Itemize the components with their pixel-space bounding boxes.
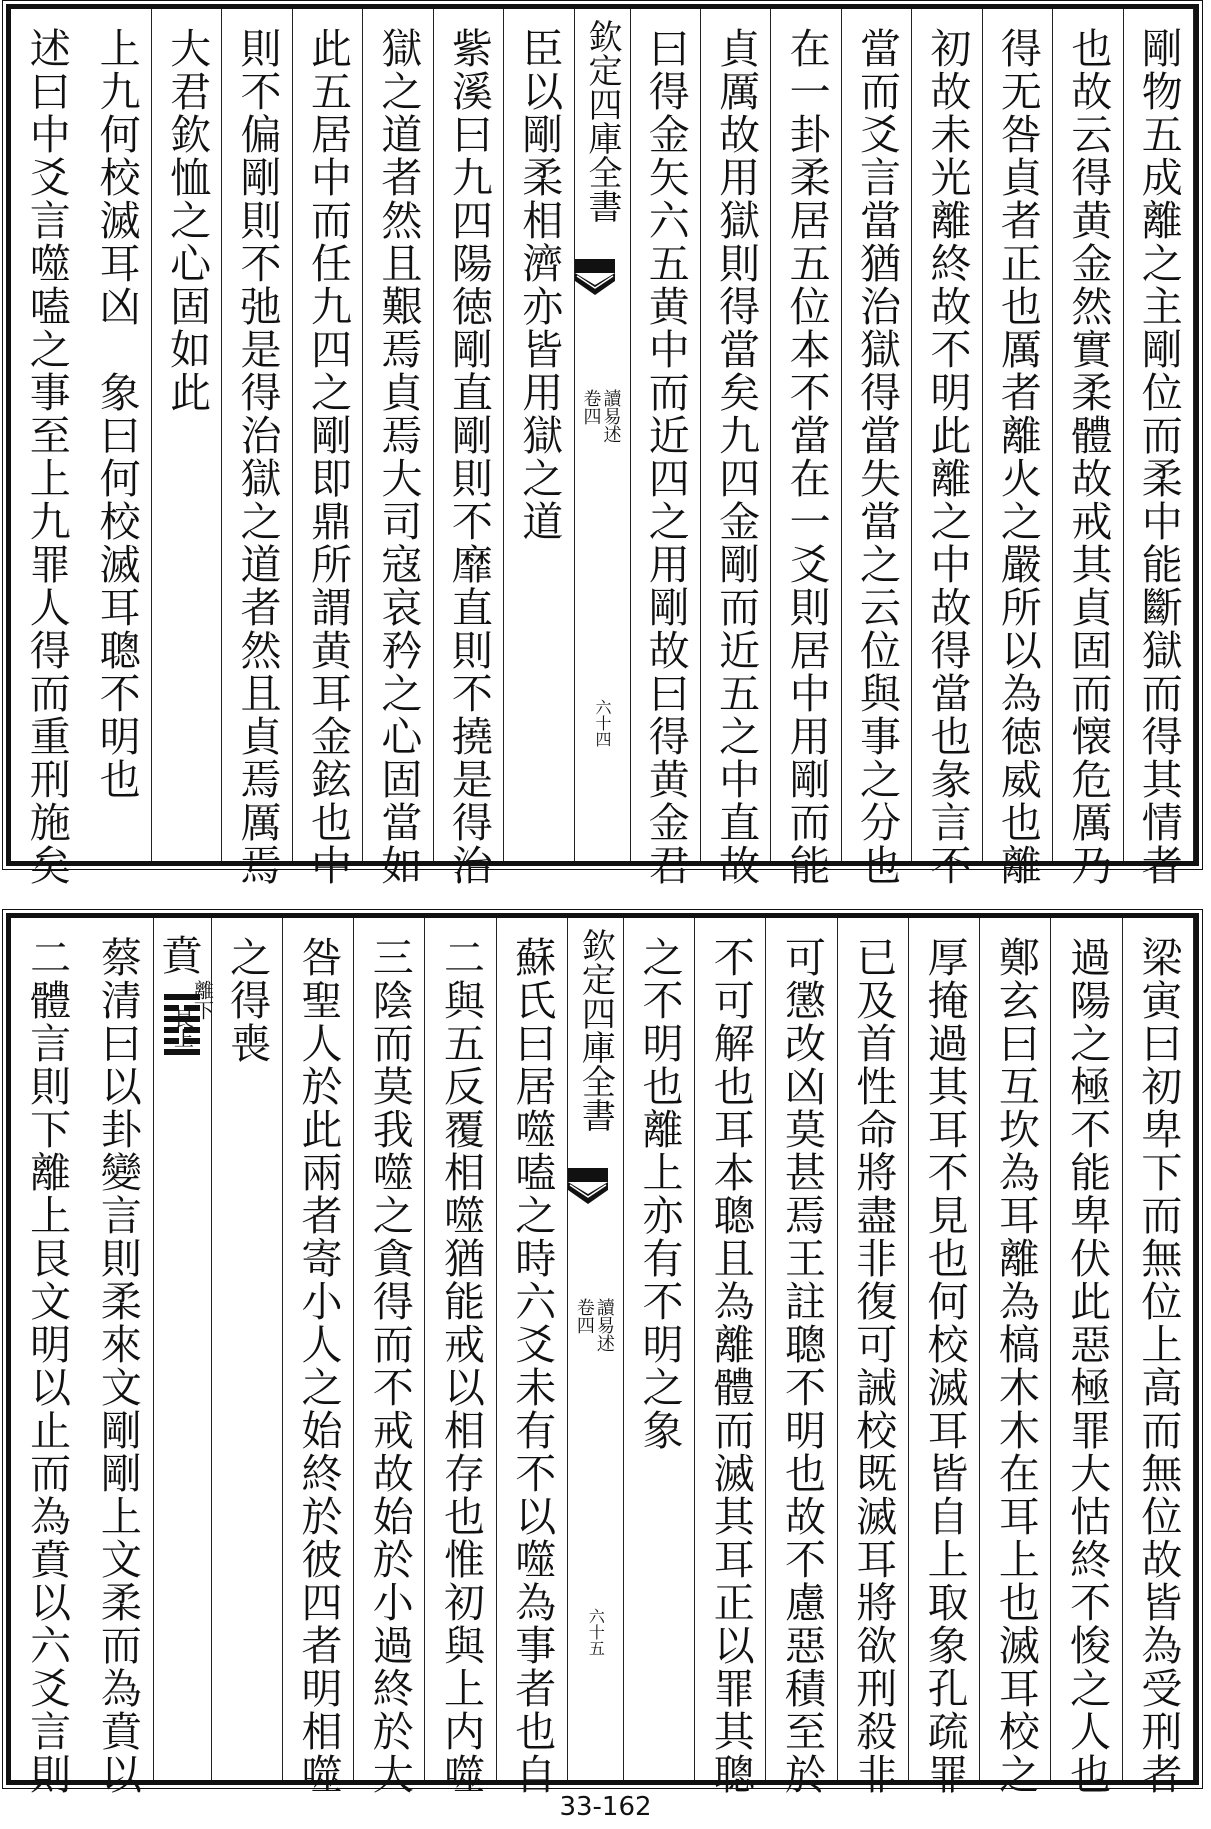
text-column (11, 9, 81, 887)
hexagram-column (154, 918, 215, 1780)
text-column (81, 9, 151, 861)
column-text: 大君欽恤之心固如此 (163, 27, 212, 414)
text-column (842, 9, 912, 887)
column-text: 貞厲故用獄則得當矣九四金剛而近五之中直故 (712, 27, 761, 887)
column-text: 蘇氏曰居噬嗑之時六爻未有不以噬為事者也自 (508, 936, 557, 1796)
banner-volume: 卷四 (573, 1298, 595, 1334)
text-column (983, 9, 1053, 887)
column-text: 初故未光離終故不明此離之中故得當也彖言不 (923, 27, 972, 887)
column-text: 可懲改凶莫甚焉王註聰不明也故不慮惡積至於 (778, 936, 827, 1796)
lower-trigram-label: 離下 (190, 980, 215, 1020)
text-column (695, 918, 766, 1796)
text-column (631, 9, 701, 887)
column-text: 曰得金矢六五黄中而近四之用剛故曰得黄金君 (641, 27, 690, 887)
text-column (283, 918, 354, 1796)
column-text: 二體言則下離上艮文明以止而為賁以六爻言則 (23, 936, 72, 1796)
banner-page-number: 六十四 (593, 699, 612, 747)
text-column (912, 9, 982, 887)
text-column (838, 918, 909, 1796)
column-text: 鄭玄曰互坎為耳離為槁木木在耳上也滅耳校之 (991, 936, 1040, 1796)
text-column (434, 9, 504, 887)
column-text: 不可解也耳本聰且為離體而滅其耳正以罪其聰 (706, 936, 755, 1796)
text-column (425, 918, 496, 1796)
upper-trigram-label: 艮上 (170, 1008, 195, 1048)
text-column (363, 9, 433, 887)
text-column (152, 9, 222, 861)
column-text: 蔡清曰以卦變言則柔來文剛剛上文柔而為賁以 (93, 936, 142, 1796)
column-text: 當而爻言當猶治獄得當失當之云位與事之分也 (853, 27, 902, 887)
text-column (1124, 9, 1194, 887)
text-column (1053, 9, 1123, 887)
column-text: 也故云得黄金然實柔體故戒其貞固而懐危厲乃 (1064, 27, 1113, 887)
column-text: 剛物五成離之主剛位而柔中能斷獄而得其情者 (1134, 27, 1183, 887)
text-column (82, 918, 153, 1796)
banner-page-number: 六十五 (586, 1608, 606, 1656)
text-column (1123, 918, 1194, 1796)
banner-title: 欽定四庫全書 (582, 19, 622, 223)
column-text: 在一卦柔居五位本不當在一爻則居中用剛而能 (782, 27, 831, 887)
text-column (504, 9, 574, 861)
bottom-page (6, 913, 1199, 1796)
text-column (1051, 918, 1122, 1796)
column-text: 上九何校滅耳凶 象曰何校滅耳聰不明也 (92, 27, 141, 801)
column-text: 之不明也離上亦有不明之象 (635, 936, 684, 1452)
column-text: 三陰而莫我噬之貪得而不戒故始於小過終於大 (365, 936, 414, 1796)
text-column (980, 918, 1051, 1796)
column-text: 臣以剛柔相濟亦皆用獄之道 (515, 27, 564, 543)
column-text: 述曰中爻言噬嗑之事至上九罪人得而重刑施矣 (22, 27, 71, 887)
column-text: 二與五反覆相噬猶能戒以相存也惟初與上内噬 (436, 936, 485, 1796)
column-text: 獄之道者然且艱焉貞焉大司寇哀矜之心固當如 (374, 27, 423, 887)
column-text: 咎聖人於此兩者寄小人之始終於彼四者明相噬 (294, 936, 343, 1796)
column-text: 得无咎貞者正也厲者離火之嚴所以為徳威也離 (993, 27, 1042, 887)
text-column (293, 9, 363, 887)
banner-title: 欽定四庫全書 (575, 928, 616, 1132)
text-column (497, 918, 568, 1796)
column-text: 紫溪曰九四陽徳剛直剛則不靡直則不撓是得治 (444, 27, 493, 887)
column-text: 之得喪 (223, 936, 272, 1065)
text-column (624, 918, 695, 1780)
banner-column (575, 9, 631, 861)
column-text: 已及首性命將盡非復可誡校既滅耳將欲刑殺非 (849, 936, 898, 1796)
text-column (771, 9, 841, 887)
text-column (766, 918, 837, 1796)
banner-volume: 卷四 (580, 389, 602, 425)
banner-book-title: 讀易述 (593, 1298, 615, 1352)
text-column (212, 918, 283, 1780)
hexagram-line (164, 1049, 200, 1055)
text-column (354, 918, 425, 1796)
column-text: 則不偏剛則不弛是得治獄之道者然且貞焉厲焉 (233, 27, 282, 887)
banner-book-title: 讀易述 (600, 389, 622, 443)
banner-column (568, 918, 624, 1780)
text-column (909, 918, 980, 1796)
column-text: 梁寅曰初卑下而無位上高而無位故皆為受刑者 (1134, 936, 1183, 1796)
top-page (6, 4, 1199, 887)
text-column (11, 918, 82, 1796)
fish-tail-ornament (575, 259, 615, 299)
column-text: 厚掩過其耳不見也何校滅耳皆自上取象孔疏罪 (920, 936, 969, 1796)
hexagram-name: 賁 (161, 932, 203, 980)
column-text: 過陽之極不能卑伏此惡極罪大怙終不悛之人也 (1063, 936, 1112, 1796)
text-column (701, 9, 771, 887)
fish-tail-ornament (568, 1168, 608, 1208)
page-number-footer: 33-162 (559, 1792, 652, 1822)
column-text: 此五居中而任九四之剛即鼎所謂黄耳金鉉也中 (303, 27, 352, 887)
text-column (222, 9, 292, 887)
